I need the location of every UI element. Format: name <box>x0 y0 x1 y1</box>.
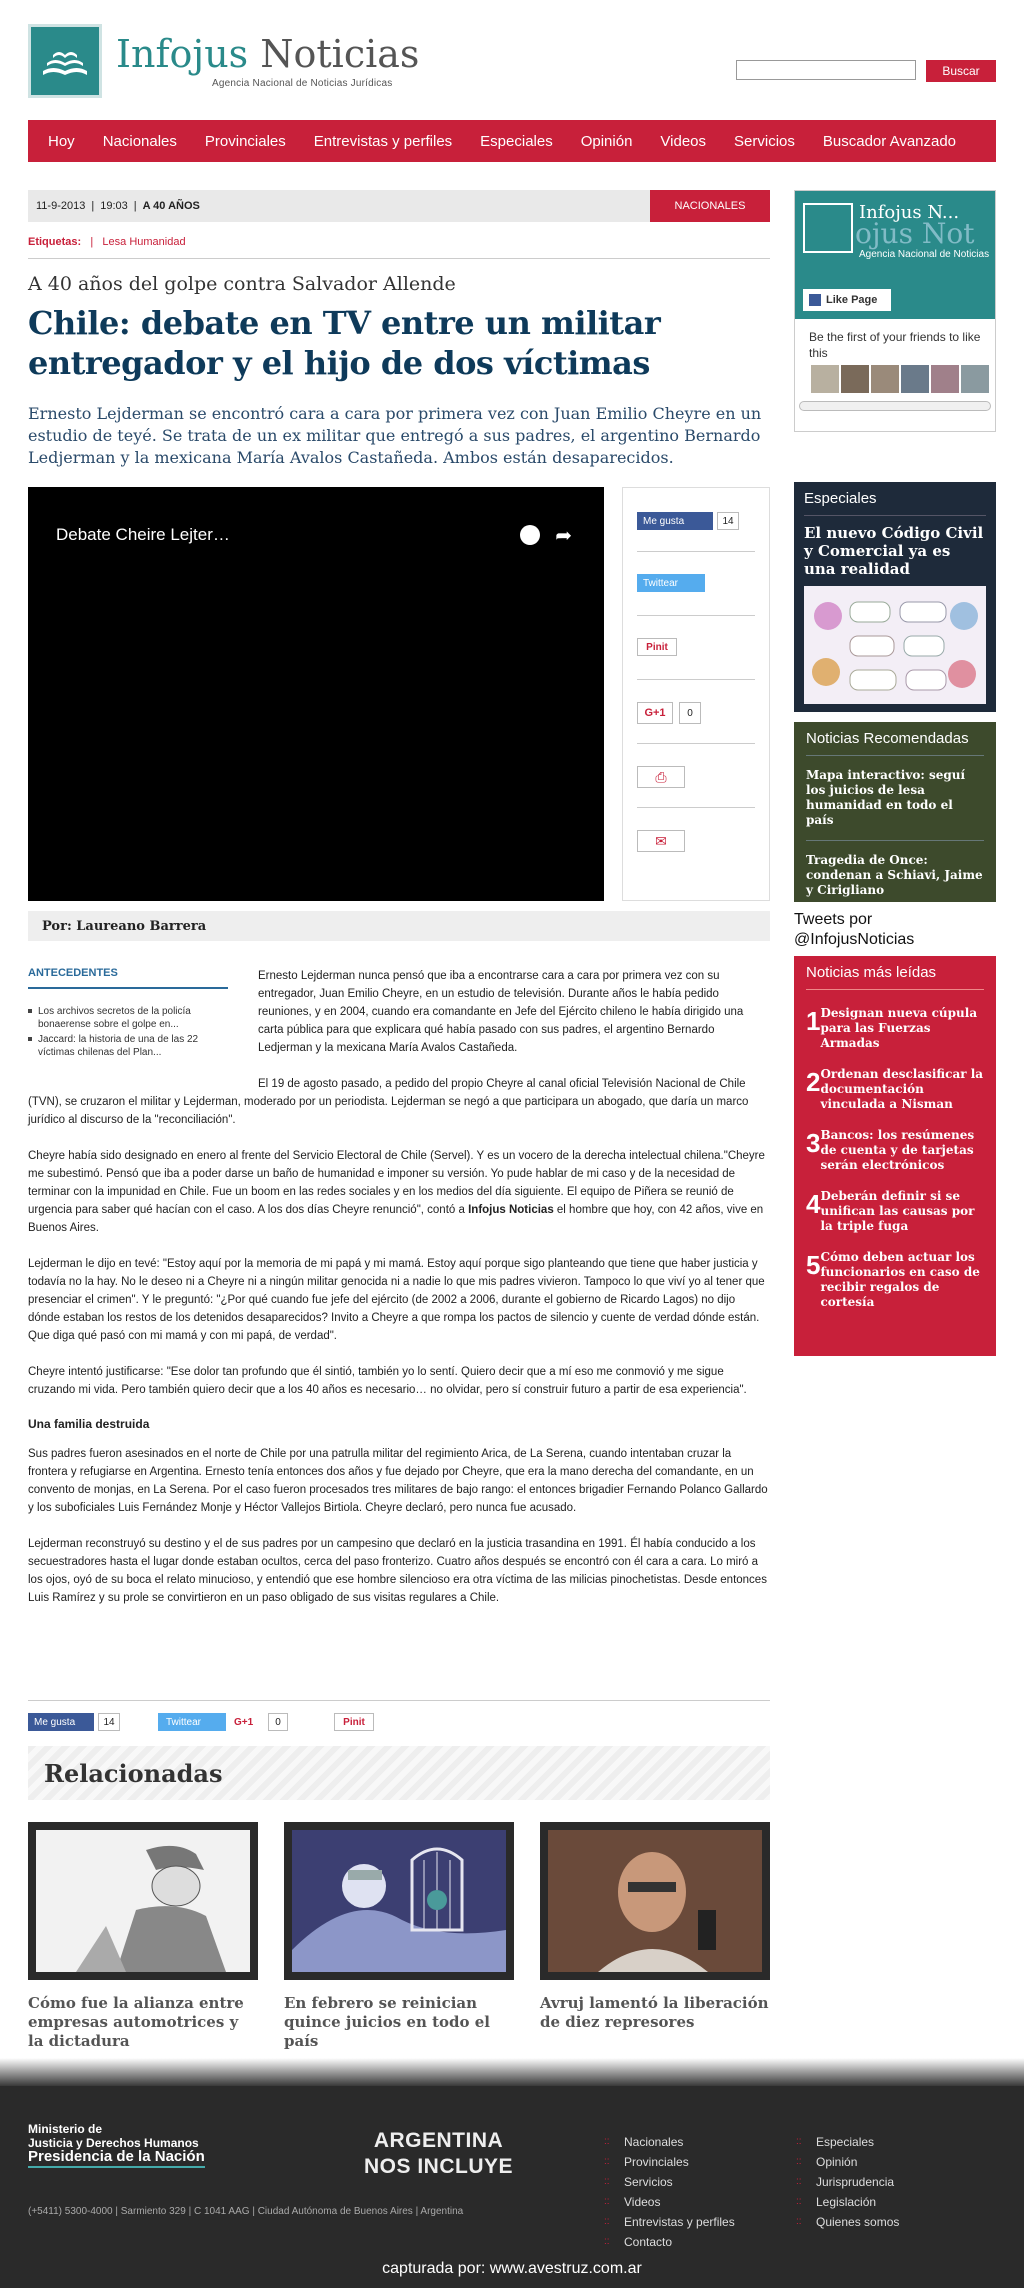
mas-leida-title[interactable]: Bancos: los resúmenes de cuenta y de tarjetas serán electrónicos <box>820 1128 975 1172</box>
avatar[interactable] <box>961 365 989 393</box>
article-lead: Ernesto Lejderman se encontró cara a cara por primera vez con Juan Emilio Cheyre en un estudio de teyé. Se trata de un ex militar que entregó a sus padres, el argentino Bernardo Ledjerman y la mexicana María Avalos Castañeda. Ambos están desaparecidos. <box>28 404 762 467</box>
nav-item-servicios[interactable]: Servicios <box>734 132 795 150</box>
related-title[interactable]: Cómo fue la alianza entre empresas automotrices y la dictadura <box>28 1994 244 2050</box>
article-main <box>28 190 770 1625</box>
share-googleplus <box>637 680 755 744</box>
mas-leida-title[interactable]: Deberán definir si se unifican las causas por la triple fuga <box>820 1189 975 1233</box>
avatar[interactable] <box>841 365 869 393</box>
arg-line: NOS INCLUYE <box>364 2155 514 2178</box>
related-image[interactable] <box>28 1822 258 1980</box>
googleplus-button[interactable]: G+1 <box>637 702 673 724</box>
mas-leida-title[interactable]: Ordenan desclasificar la documentación vinculada a Nisman <box>820 1067 984 1111</box>
paragraph-bold-text: Infojus Noticias <box>468 1204 554 1216</box>
mas-leida-item[interactable] <box>806 1128 984 1173</box>
mas-leida-title[interactable]: Designan nueva cúpula para las Fuerzas Armadas <box>820 1006 978 1050</box>
googleplus-count: 0 <box>268 1713 288 1731</box>
article-body <box>28 967 770 1607</box>
mas-leida-title[interactable]: Cómo deben actuar los funcionarios en caso de recibir regalos de cortesía <box>820 1250 980 1309</box>
footer-links-a <box>604 2132 735 2252</box>
facebook-like-button[interactable] <box>637 512 713 530</box>
footer-link[interactable]: :: Legislación <box>796 2192 899 2212</box>
article-paragraph: Cheyre intentó justificarse: "Ese dolor tan profundo que él sintió, también yo lo sentí. Quiero decir que a mí eso me conmovió y me sigue cruzando mi vida. Pero también quiero decir que a los 40 años es necesario… no olvidar, pero sí construir futuro a partir de esa experiencia". <box>28 1366 747 1396</box>
nav-item-provinciales[interactable]: Provinciales <box>204 132 286 150</box>
pinterest-pin-button[interactable]: Pinit <box>637 638 677 656</box>
antecedentes-list <box>28 1005 228 1059</box>
rank-number: 4 <box>806 1189 821 1219</box>
tweets-by-link[interactable]: Tweets por @InfojusNoticias <box>794 911 915 948</box>
site-footer <box>0 2086 1024 2288</box>
tags-separator: | <box>84 236 100 248</box>
nav-item-entrevistas[interactable]: Entrevistas y perfiles <box>313 132 453 150</box>
article-time: 19:03 <box>100 200 128 212</box>
antecedente-link[interactable]: Los archivos secretos de la policía bonaerense sobre el golpe en... <box>28 1005 228 1031</box>
article-headline: Chile: debate en TV entre un militar entregador y el hijo de dos víctimas <box>28 304 661 382</box>
article-paragraph: Ernesto Lejderman nunca pensó que iba a encontrarse cara a cara por primera vez con su entregador, Juan Emilio Cheyre, en un estudio de televisión. Durante años le había pedido reuniones, y en 2004, cuando era comandante en Jefe del Ejército chileno le había dirigido una carta pública para que explicara qué había pasado con sus padres, el argentino Bernardo Ledjerman y la mexicana María Avalos Castañeda. <box>258 970 744 1054</box>
footer-link[interactable]: :: Contacto <box>604 2232 735 2252</box>
facebook-page-banner[interactable] <box>795 191 995 319</box>
rank-number: 2 <box>806 1067 821 1097</box>
print-icon[interactable]: ⎙ <box>637 766 685 788</box>
twitter-tweet-button[interactable]: Twittear <box>637 574 705 592</box>
like-page-label: Like Page <box>826 294 878 306</box>
nav-item-hoy[interactable]: Hoy <box>48 132 75 150</box>
facebook-page-name[interactable]: Infojus N... <box>859 202 960 223</box>
captured-by-text: capturada por: www.avestruz.com.ar <box>382 2260 642 2277</box>
avatar[interactable] <box>811 365 839 393</box>
facebook-faces <box>795 365 995 393</box>
related-heading: Relacionadas <box>28 1746 770 1800</box>
facebook-page-widget <box>794 190 996 432</box>
footer-link[interactable]: :: Nacionales <box>604 2132 735 2152</box>
rank-number: 5 <box>806 1250 821 1280</box>
article-byline: Por: Laureano Barrera <box>28 911 770 941</box>
related-image[interactable] <box>284 1822 514 1980</box>
arg-line: ARGENTINA <box>373 2129 504 2152</box>
meta-separator: | <box>133 200 137 212</box>
related-card[interactable] <box>284 1822 514 2051</box>
footer-link[interactable]: :: Quienes somos <box>796 2212 899 2232</box>
email-icon[interactable]: ✉ <box>637 830 685 852</box>
share-pinterest <box>637 616 755 680</box>
mas-leida-item[interactable] <box>806 1189 984 1234</box>
watch-later-icon[interactable] <box>520 525 540 545</box>
logo-subtitle: Agencia Nacional de Noticias Jurídicas <box>212 78 393 89</box>
main-nav <box>28 120 996 162</box>
nav-item-nacionales[interactable]: Nacionales <box>102 132 177 150</box>
twitter-tweet-button[interactable]: Twittear <box>158 1713 226 1731</box>
antecedentes-box <box>28 967 228 1061</box>
article-paragraph: Sus padres fueron asesinados en el norte de Chile por una patrulla militar del regimiento Arica, de La Serena, cuando intentaban cruzar la frontera y refugiarse en Argentina. Ernesto tenía entonces dos años y fue dejado por Cheyre, que era la mano derecha del comandante, en un convento de monjas, en La Serena. Por el caso fueron procesados tres militares de bajo rango: el entonces brigadier Fernando Polanco Gallardo y los suboficiales Luis Fernández Monje y Héctor Vallejos Birtiola. Cheyre declaró, pero nunca fue acusado. <box>28 1448 768 1514</box>
footer-address: (+5411) 5300-4000 | Sarmiento 329 | C 1041 AAG | Ciudad Autónoma de Buenos Aires | Argentina <box>28 2206 464 2217</box>
logo-text-infojus: Infojus <box>116 32 249 76</box>
article-paragraph: Lejderman le dijo en tevé: "Estoy aquí por la memoria de mi papá y mi mamá. Estoy aquí porque sigo planteando que tiene que haber justicia y todavía no la hay. No le deseo ni a Cheyre ni a ningún militar genocida ni a nadie lo que mis padres vivieron. Tampoco lo que viví yo al tener que presenciar el crimen". Y le preguntó: "¿Por qué cuando fue jefe del ejército (de 2002 a 2006, durante el gobierno de Ricardo Lagos) no dijo dónde estaban los restos de los detenidos desaparecidos? Invito a Cheyre a que rompa los pactos de silencio y cuente de verdad dónde están. Que diga qué pasó con mi mamá y con mi papá, de verdad". <box>28 1258 765 1342</box>
rank-number: 1 <box>806 1006 821 1036</box>
footer-link[interactable]: :: Videos <box>604 2192 735 2212</box>
avatar[interactable] <box>931 365 959 393</box>
site-logo-text[interactable] <box>116 32 419 76</box>
article-tags <box>28 236 770 259</box>
facebook-banner-bg-text: ojus Not <box>855 217 975 250</box>
avatar[interactable] <box>901 365 929 393</box>
search-input[interactable] <box>736 60 916 80</box>
footer-link[interactable]: :: Opinión <box>796 2152 899 2172</box>
footer-link[interactable]: :: Jurisprudencia <box>796 2172 899 2192</box>
paragraph-text: el hombre que hoy, con 42 años, vive en Buenos Aires. <box>28 1204 764 1234</box>
recomendadas-heading: Noticias Recomendadas <box>806 730 984 756</box>
related-image[interactable] <box>540 1822 770 1980</box>
argentina-nos-incluye-logo <box>364 2128 513 2180</box>
share-print <box>637 744 755 808</box>
rank-number: 3 <box>806 1128 821 1158</box>
media-row <box>28 487 770 901</box>
facebook-friends-text: Be the first of your friends to like this <box>809 330 981 360</box>
mas-leida-item[interactable] <box>806 1250 984 1310</box>
share-column <box>622 487 770 901</box>
mas-leida-item[interactable] <box>806 1006 984 1051</box>
bottom-share-bar <box>28 1700 770 1726</box>
video-title[interactable]: Debate Cheire Lejter… <box>56 525 230 544</box>
ministry-line: Justicia y Derechos Humanos <box>28 2136 199 2150</box>
article-date: 11-9-2013 <box>36 200 86 212</box>
recomendada-link[interactable]: Tragedia de Once: condenan a Schiavi, Jaime y Cirigliano <box>806 853 983 897</box>
nav-item-especiales[interactable]: Especiales <box>480 132 553 150</box>
ministry-line: Ministerio de <box>28 2122 103 2136</box>
sidebar <box>794 190 996 1356</box>
meta-separator: | <box>91 200 95 212</box>
footer-link[interactable]: :: Entrevistas y perfiles <box>604 2212 735 2232</box>
article-paragraph <box>28 1147 770 1237</box>
googleplus-button[interactable]: G+1 <box>234 1716 254 1728</box>
article-topic: A 40 AÑOS <box>142 200 200 212</box>
nav-item-videos[interactable]: Videos <box>660 132 707 150</box>
section-badge[interactable]: NACIONALES <box>650 190 770 222</box>
facebook-page-subtitle: Agencia Nacional de Noticias <box>859 249 990 260</box>
especiales-image[interactable] <box>804 586 986 704</box>
related-card[interactable] <box>540 1822 770 2032</box>
mas-leidas-box <box>794 956 996 1356</box>
video-player[interactable] <box>28 487 604 901</box>
especiales-title[interactable]: El nuevo Código Civil y Comercial ya es una realidad <box>804 524 984 578</box>
share-twitter <box>637 552 755 616</box>
facebook-like-button[interactable]: Me gusta <box>28 1713 94 1731</box>
nav-item-opinion[interactable]: Opinión <box>580 132 633 150</box>
ministry-logo[interactable] <box>28 2122 205 2168</box>
recomendadas-box <box>794 722 996 902</box>
related-card[interactable] <box>28 1822 258 2051</box>
especiales-box <box>794 482 996 712</box>
footer-shade <box>0 2058 1024 2088</box>
search-button[interactable]: Buscar <box>926 60 996 82</box>
share-email <box>637 808 755 872</box>
article-kicker: A 40 años del golpe contra Salvador Allende <box>28 273 456 295</box>
tags-label: Etiquetas: <box>28 236 82 248</box>
facebook-page-logo-icon <box>803 203 853 253</box>
footer-link[interactable]: :: Provinciales <box>604 2152 735 2172</box>
article-subheading: Una familia destruida <box>28 1417 150 1431</box>
share-arrow-icon[interactable]: ➦ <box>555 525 572 547</box>
facebook-like-count: 14 <box>98 1713 120 1731</box>
related-title[interactable]: En febrero se reinician quince juicios en todo el país <box>284 1994 490 2050</box>
share-facebook <box>637 488 755 552</box>
facebook-like-count: 14 <box>717 512 739 530</box>
pinterest-pin-button[interactable]: Pinit <box>334 1713 374 1731</box>
facebook-widget-scrollbar[interactable] <box>799 401 991 411</box>
antecedentes-title: ANTECEDENTES <box>28 967 228 989</box>
facebook-like-page-button[interactable] <box>803 289 891 311</box>
paragraph-text: Cheyre había sido designado en enero al frente del Servicio Electoral de Chile (Servel). Y es un vocero de la derecha intelectual chilena."Cheyre me subestimó. Pensó que iba a poder darse un baño de humanidad e imponer su versión. Yo pude hablar de mi caso y de la necesidad de terminar con la impunidad en Chile. Fue un boom en las redes sociales y en los medios del día siguiente. El equipo de Piñera se reunió de urgencia para saber qué hacían con el caso. A los dos días Cheyre renunció", contó a <box>28 1150 765 1216</box>
facebook-icon <box>809 294 821 306</box>
article-meta-bar <box>28 190 770 222</box>
ministry-presidency: Presidencia de la Nación <box>28 2150 205 2168</box>
especiales-heading[interactable]: Especiales <box>804 490 986 516</box>
logo-book-icon[interactable] <box>28 24 102 98</box>
footer-links-b <box>796 2132 899 2232</box>
mas-leidas-heading: Noticias más leídas <box>806 964 984 990</box>
article-paragraph: Lejderman reconstruyó su destino y el de sus padres por un campesino que declaró en la justicia trasandina en 1991. Él había conducido a los secuestradores hasta el lugar donde estaban ocultos, cerca del paso fronterizo. Cuatro años después se encontró con él cara a cara. Lo miró a los ojos, oyó de su boca el relato minucioso, y entendió que ese hombre silencioso era otra víctima de las milicias pinochetistas. Desde entonces Luis Ramírez y su prole se convirtieron en un paso obligado de sus visitas regulares a Chile. <box>28 1538 767 1604</box>
footer-link[interactable]: :: Especiales <box>796 2132 899 2152</box>
related-title[interactable]: Avruj lamentó la liberación de diez represores <box>540 1994 769 2031</box>
article-paragraph: El 19 de agosto pasado, a pedido del propio Cheyre al canal oficial Televisión Nacional de Chile (TVN), se cruzaron el militar y Lejderman, moderado por un periodista. Lejderman se negó a que participara un abogado, que daría un marco jurídico al discurso de la "reconciliación". <box>28 1078 749 1126</box>
mas-leida-item[interactable] <box>806 1067 984 1112</box>
site-header <box>28 20 996 100</box>
recomendada-link[interactable]: Mapa interactivo: seguí los juicios de lesa humanidad en todo el país <box>806 768 984 841</box>
footer-link[interactable]: :: Servicios <box>604 2172 735 2192</box>
antecedente-link[interactable]: Jaccard: la historia de una de las 22 víctimas chilenas del Plan... <box>28 1033 228 1059</box>
googleplus-count: 0 <box>679 702 701 724</box>
fb-like-label: Me gusta <box>643 515 685 527</box>
nav-item-buscador[interactable]: Buscador Avanzado <box>822 132 957 150</box>
tag-link[interactable]: Lesa Humanidad <box>102 236 186 248</box>
logo-text-noticias: Noticias <box>248 32 420 76</box>
avatar[interactable] <box>871 365 899 393</box>
